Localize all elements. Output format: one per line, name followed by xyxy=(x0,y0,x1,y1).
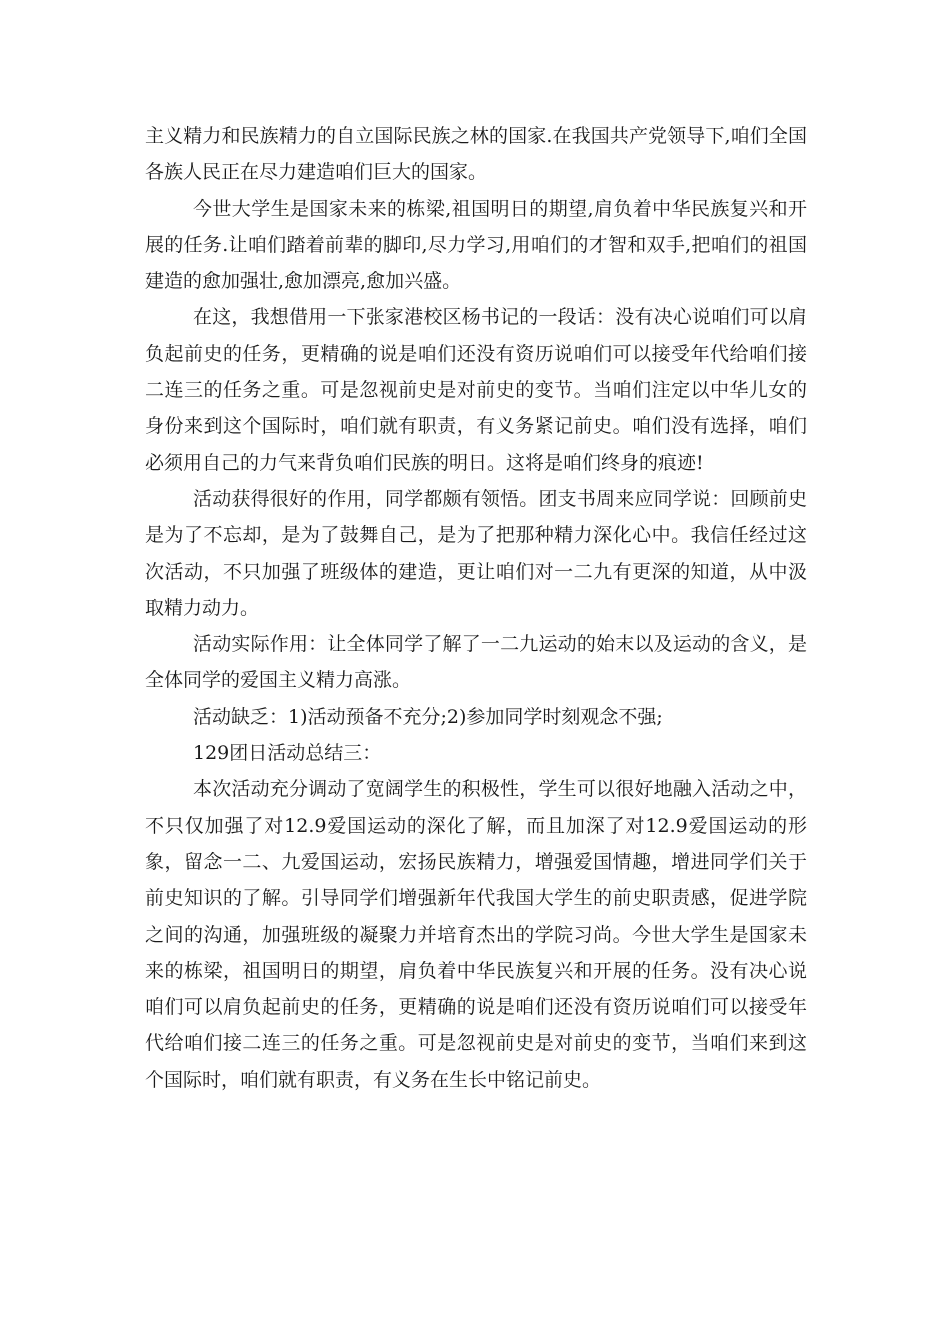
document-body xyxy=(145,118,807,1098)
paragraph-1: 主义精力和民族精力的自立国际民族之林的国家.在我国共产党领导下,咱们全国各族人民正在尽力建造咱们巨大的国家。 xyxy=(145,125,807,184)
paragraph-8: 本次活动充分调动了宽阔学生的积极性，学生可以很好地融入活动之中，不只仅加强了对12.9爱国运动的深化了解，而且加深了对12.9爱国运动的形象，留念一二、九爱国运动，宏扬民族精力，增强爱国情趣，增进同学们关于前史知识的了解。引导同学们增强新年代我国大学生的前史职责感，促进学院之间的沟通，加强班级的凝聚力并培育杰出的学院习尚。今世大学生是国家未来的栋梁，祖国明日的期望，肩负着中华民族复兴和开展的任务。没有决心说咱们可以肩负起前史的任务，更精确的说是咱们还没有资历说咱们可以接受年代给咱们接二连三的任务之重。可是忽视前史是对前史的变节，当咱们来到这个国际时，咱们就有职责，有义务在生长中铭记前史。 xyxy=(145,778,807,1091)
paragraph-3: 在这，我想借用一下张家港校区杨书记的一段话：没有决心说咱们可以肩负起前史的任务，更精确的说是咱们还没有资历说咱们可以接受年代给咱们接二连三的任务之重。可是忽视前史是对前史的变节。当咱们注定以中华儿女的身份来到这个国际时，咱们就有职责，有义务紧记前史。咱们没有选择，咱们必须用自己的力气来背负咱们民族的明日。这将是咱们终身的痕迹! xyxy=(145,306,807,474)
paragraph-5: 活动实际作用：让全体同学了解了一二九运动的始末以及运动的含义，是全体同学的爱国主义精力高涨。 xyxy=(145,633,807,692)
paragraph-2: 今世大学生是国家未来的栋梁,祖国明日的期望,肩负着中华民族复兴和开展的任务.让咱们踏着前辈的脚印,尽力学习,用咱们的才智和双手,把咱们的祖国建造的愈加强壮,愈加漂亮,愈加兴盛。 xyxy=(145,197,807,293)
paragraph-6: 活动缺乏：1)活动预备不充分;2)参加同学时刻观念不强; xyxy=(193,705,663,728)
section-heading: 129团日活动总结三： xyxy=(193,742,382,765)
paragraph-4: 活动获得很好的作用，同学都颇有领悟。团支书周来应同学说：回顾前史是为了不忘却，是为了鼓舞自己，是为了把那种精力深化心中。我信任经过这次活动，不只加强了班级体的建造，更让咱们对一二九有更深的知道，从中汲取精力动力。 xyxy=(145,487,807,619)
